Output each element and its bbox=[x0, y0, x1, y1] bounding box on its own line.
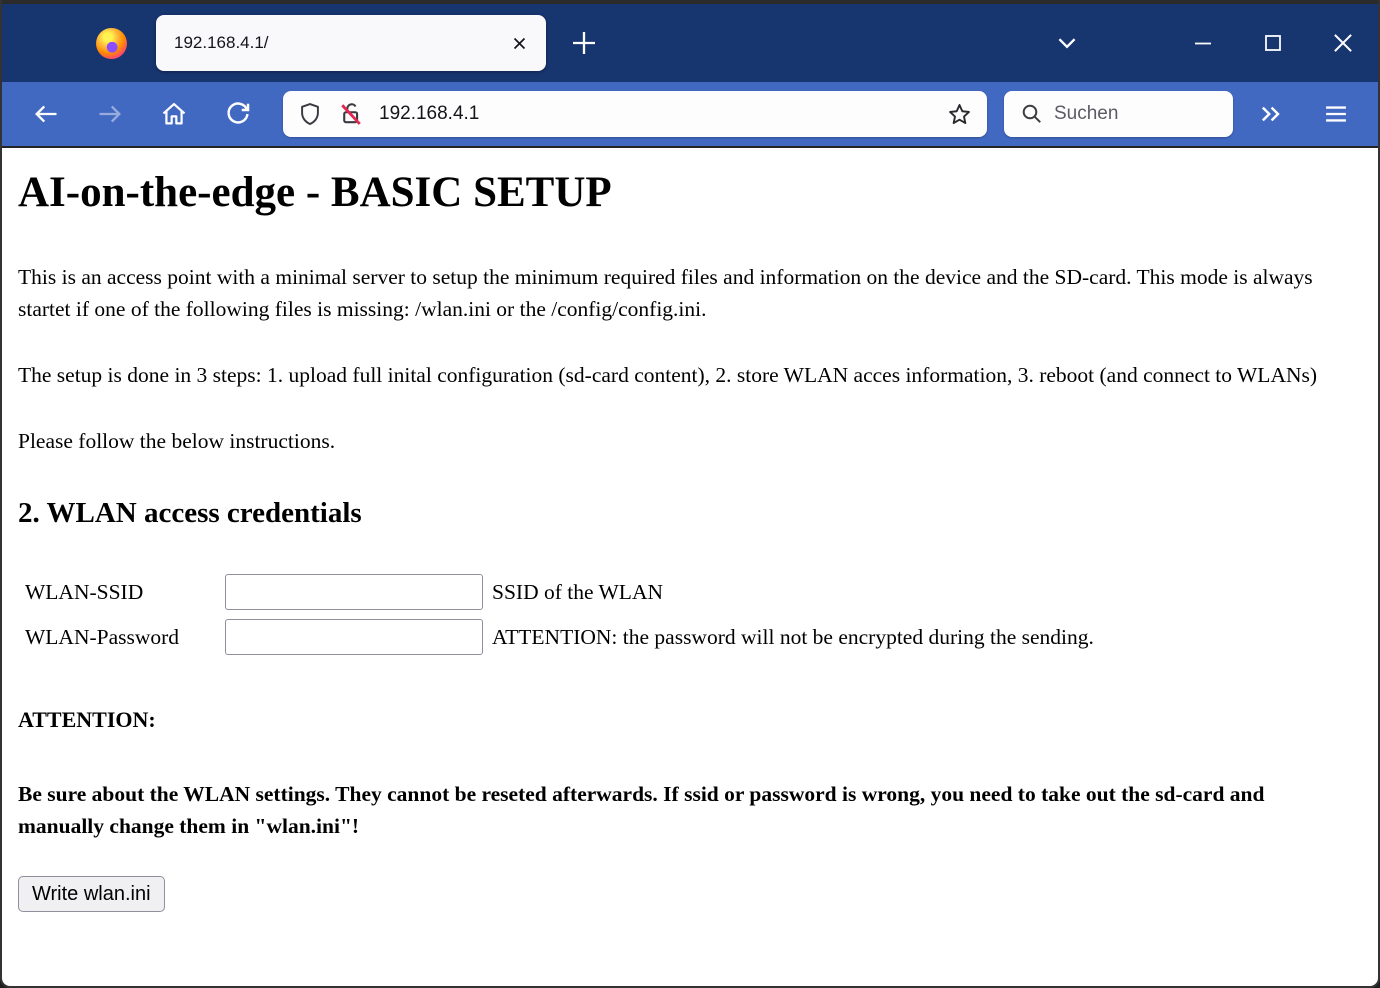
close-icon bbox=[1330, 30, 1356, 56]
double-chevron-right-icon bbox=[1257, 100, 1285, 128]
hamburger-menu-icon bbox=[1322, 100, 1350, 128]
intro-paragraph-3: Please follow the below instructions. bbox=[18, 429, 336, 454]
warning-paragraph: Be sure about the WLAN settings. They cannot be reseted afterwards. If ssid or password is wrong, you need to take out the sd-card and manually change them in "wlan.ini"! bbox=[18, 782, 1265, 839]
window-minimize-button[interactable] bbox=[1181, 21, 1225, 65]
tab-title: 192.168.4.1/ bbox=[174, 33, 269, 52]
forward-arrow-icon bbox=[96, 100, 124, 128]
navigation-toolbar bbox=[2, 82, 1378, 148]
wlan-credentials-form bbox=[18, 574, 1362, 655]
browser-tab[interactable] bbox=[156, 15, 546, 71]
search-icon-wrap bbox=[1020, 102, 1044, 126]
list-all-tabs-button[interactable] bbox=[1045, 21, 1089, 65]
new-tab-button[interactable] bbox=[562, 21, 606, 65]
wlan-password-label: WLAN-Password bbox=[25, 624, 180, 649]
insecure-lock-slash-icon bbox=[337, 100, 365, 128]
firefox-logo-icon bbox=[96, 28, 127, 59]
reload-button[interactable] bbox=[218, 94, 258, 134]
home-icon bbox=[160, 100, 188, 128]
wlan-ssid-label: WLAN-SSID bbox=[25, 579, 144, 604]
url-text[interactable]: 192.168.4.1 bbox=[379, 103, 480, 124]
attention-heading: ATTENTION: bbox=[18, 707, 156, 733]
bookmark-button[interactable] bbox=[946, 101, 973, 128]
minimize-icon bbox=[1191, 31, 1215, 55]
close-icon bbox=[512, 36, 527, 51]
magnifier-icon bbox=[1020, 102, 1044, 126]
search-box[interactable] bbox=[1004, 91, 1233, 137]
wlan-password-field-cell bbox=[225, 619, 483, 655]
wlan-password-description: ATTENTION: the password will not be encrypted during the sending. bbox=[492, 624, 1094, 649]
window-maximize-button[interactable] bbox=[1251, 21, 1295, 65]
intro-paragraph-2: The setup is done in 3 steps: 1. upload full inital configuration (sd-card content), 2. store WLAN acces information, 3. reboot (and connect to WLANs) bbox=[18, 363, 1318, 388]
wlan-password-input[interactable] bbox=[225, 619, 483, 655]
tab-close-button[interactable] bbox=[504, 28, 534, 58]
wlan-ssid-description: SSID of the WLAN bbox=[492, 579, 663, 604]
write-wlan-ini-button[interactable]: Write wlan.ini bbox=[18, 876, 165, 912]
connection-security-button[interactable] bbox=[337, 100, 365, 128]
wlan-ssid-input[interactable] bbox=[225, 574, 483, 610]
wlan-ssid-field-cell bbox=[225, 574, 483, 610]
page-content bbox=[2, 148, 1378, 929]
bookmark-star-icon bbox=[946, 101, 973, 128]
plus-icon bbox=[571, 30, 597, 56]
maximize-icon bbox=[1261, 31, 1285, 55]
extensions-overflow-button[interactable] bbox=[1251, 94, 1291, 134]
url-bar[interactable] bbox=[283, 91, 987, 137]
window-close-button[interactable] bbox=[1321, 21, 1365, 65]
back-button[interactable] bbox=[26, 94, 66, 134]
search-placeholder: Suchen bbox=[1054, 103, 1119, 124]
app-menu-button[interactable] bbox=[1316, 94, 1356, 134]
home-button[interactable] bbox=[154, 94, 194, 134]
page-title: AI-on-the-edge - BASIC SETUP bbox=[18, 169, 612, 216]
tracking-protection-shield-icon bbox=[297, 101, 323, 127]
back-arrow-icon bbox=[32, 100, 60, 128]
reload-icon bbox=[224, 100, 252, 128]
forward-button[interactable] bbox=[90, 94, 130, 134]
shield-button[interactable] bbox=[297, 101, 323, 127]
titlebar bbox=[2, 4, 1378, 82]
section-heading-wlan-credentials: 2. WLAN access credentials bbox=[18, 497, 362, 530]
chevron-down-icon bbox=[1054, 30, 1080, 56]
intro-paragraph-1: This is an access point with a minimal server to setup the minimum required files and information on the device and the SD-card. This mode is always startet if one of the following files is missing: /wlan.ini or the /config/config.ini. bbox=[18, 265, 1313, 322]
